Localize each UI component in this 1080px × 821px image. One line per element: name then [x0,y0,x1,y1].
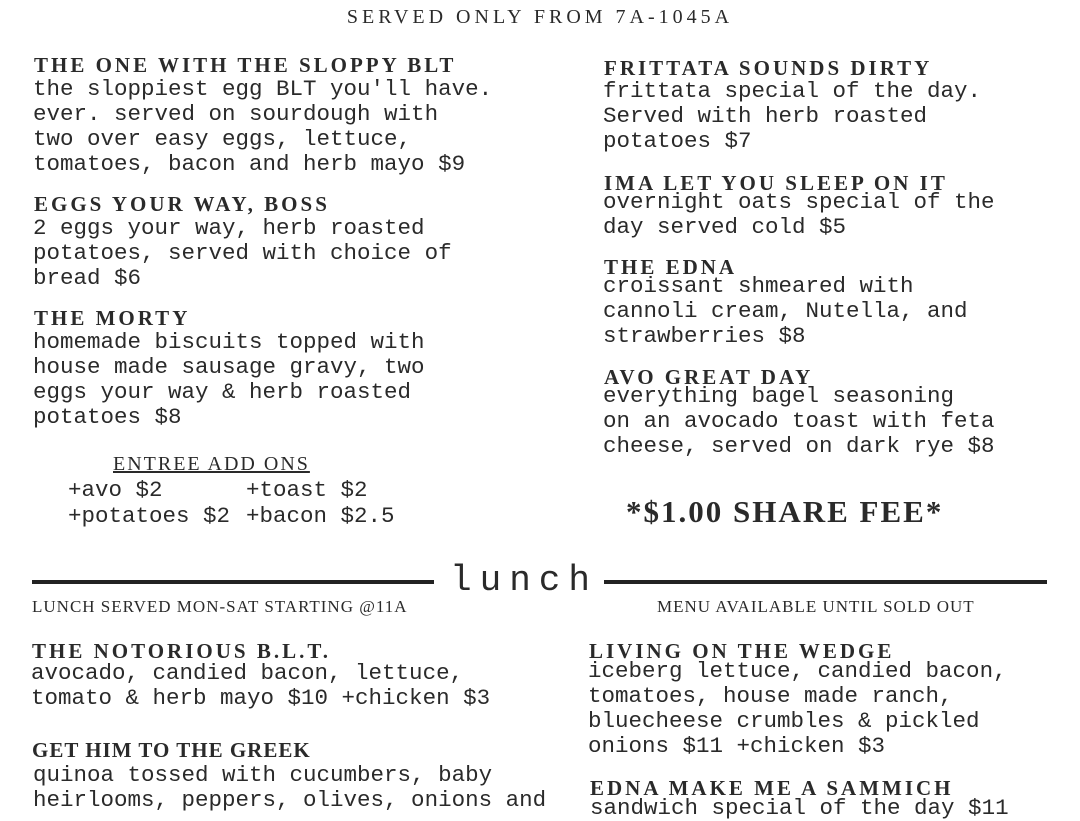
addon-potatoes: +potatoes $2 [68,503,231,529]
item-title-greek: GET HIM TO THE GREEK [32,738,311,762]
item-title-the-edna: THE EDNA [604,255,738,279]
item-title-sammich: EDNA MAKE ME A SAMMICH [590,776,954,800]
item-title-frittata: FRITTATA SOUNDS DIRTY [604,56,933,80]
lunch-heading: lunch [450,560,599,601]
item-title-ima-let-you-sleep: IMA LET YOU SLEEP ON IT [604,171,948,195]
item-desc-frittata: frittata special of the day. Served with herb roasted potatoes $7 [603,78,982,154]
item-desc-sloppy-blt: the sloppiest egg BLT you'll have. ever. served on sourdough with two over easy eggs, lettuce, tomatoes, bacon and herb mayo $9 [33,76,493,177]
item-title-sloppy-blt: THE ONE WITH THE SLOPPY BLT [34,53,457,77]
lunch-divider-right [604,580,1047,584]
item-desc-eggs-your-way: 2 eggs your way, herb roasted potatoes, served with choice of bread $6 [33,215,452,291]
item-desc-greek: quinoa tossed with cucumbers, baby heirlooms, peppers, olives, onions and [33,762,547,813]
breakfast-served-line: SERVED ONLY FROM 7A-1045A [346,6,734,28]
addon-toast: +toast $2 [246,477,368,503]
item-desc-the-morty: homemade biscuits topped with house made sausage gravy, two eggs your way & herb roasted potatoes $8 [33,329,425,430]
item-title-eggs-your-way: EGGS YOUR WAY, BOSS [34,192,330,216]
item-desc-notorious-blt: avocado, candied bacon, lettuce, tomato & herb mayo $10 +chicken $3 [31,660,491,711]
lunch-divider-left [32,580,434,584]
addons-title: ENTREE ADD ONS [113,453,310,475]
item-title-notorious-blt: THE NOTORIOUS B.L.T. [32,639,332,663]
item-desc-ima-let-you-sleep: overnight oats special of the day served cold $5 [603,189,995,240]
item-desc-sammich: sandwich special of the day $11 [590,795,1009,821]
item-desc-the-edna: croissant shmeared with cannoli cream, Nutella, and strawberries $8 [603,273,968,349]
lunch-served-note: LUNCH SERVED MON-SAT STARTING @11A [32,597,408,616]
item-title-the-morty: THE MORTY [34,306,191,330]
lunch-availability-note: MENU AVAILABLE UNTIL SOLD OUT [657,597,975,616]
addon-avo: +avo $2 [68,477,163,503]
item-title-wedge: LIVING ON THE WEDGE [589,639,895,663]
share-fee: *$1.00 SHARE FEE* [626,494,944,529]
addon-bacon: +bacon $2.5 [246,503,395,529]
item-desc-wedge: iceberg lettuce, candied bacon, tomatoes, house made ranch, bluecheese crumbles & pickled onions $11 +chicken $3 [588,658,1007,759]
item-title-avo-great-day: AVO GREAT DAY [604,365,814,389]
item-desc-avo-great-day: everything bagel seasoning on an avocado toast with feta cheese, served on dark rye $8 [603,383,995,459]
